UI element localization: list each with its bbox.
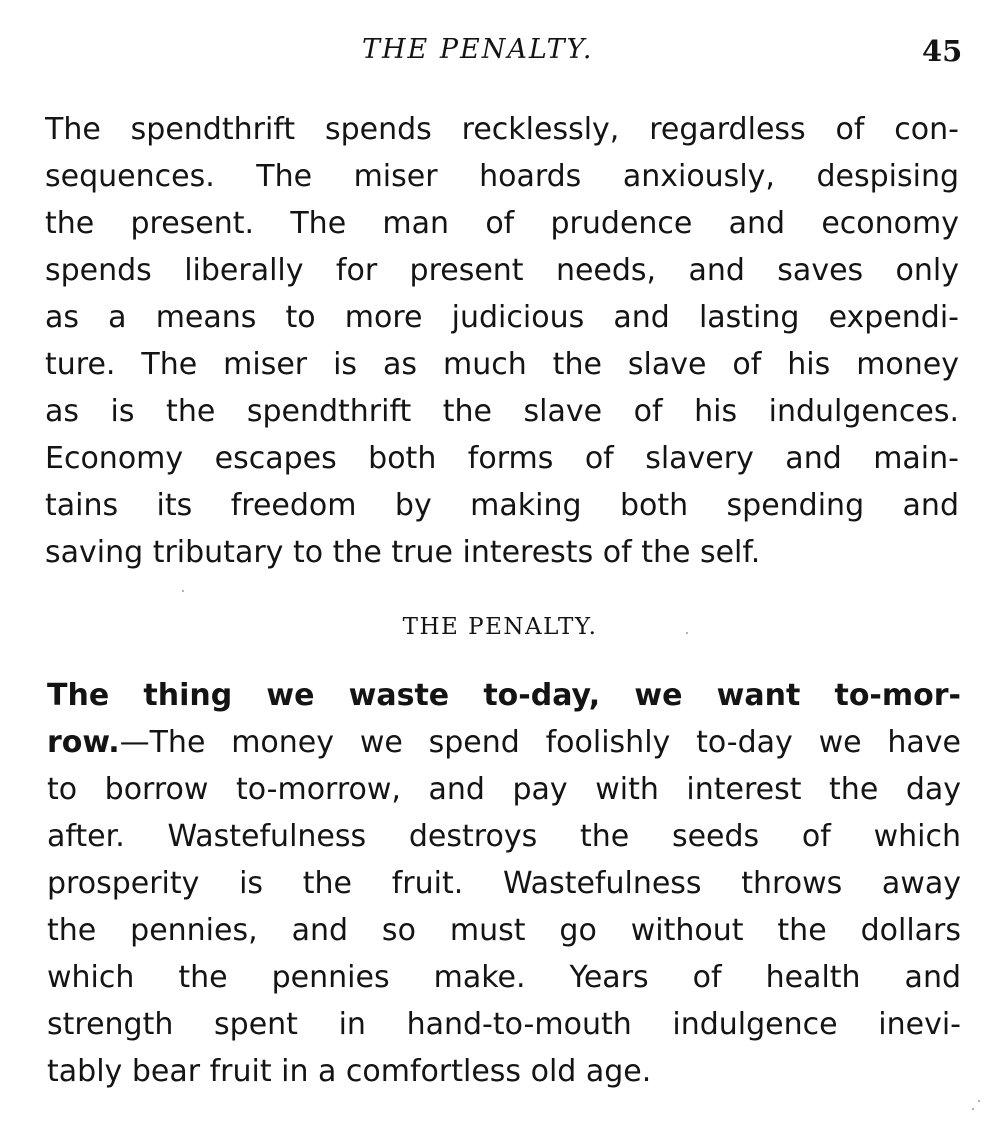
text-line: The spendthrift spends recklessly, regardless of con- — [45, 112, 959, 147]
text-line: the pennies, and so must go without the dollars — [47, 913, 961, 948]
text-line: ture. The miser is as much the slave of his money — [45, 347, 959, 382]
paper-speck — [978, 1100, 980, 1102]
text-line: spends liberally for present needs, and saves only — [45, 253, 959, 288]
paper-speck — [972, 1108, 974, 1110]
paper-speck — [182, 590, 184, 592]
text-line: as a means to more judicious and lasting expendi- — [45, 300, 959, 335]
page-number: 45 — [922, 34, 963, 68]
text-line: after. Wastefulness destroys the seeds of which — [47, 819, 961, 854]
text-line: which the pennies make. Years of health and — [47, 960, 961, 995]
text-line: prosperity is the fruit. Wastefulness throws away — [47, 866, 961, 901]
text-line: tains its freedom by making both spending and — [45, 488, 959, 523]
text-line: the present. The man of prudence and economy — [45, 206, 959, 241]
lead-in-ending: row. — [47, 725, 120, 760]
running-head — [0, 34, 1000, 74]
section-heading: THE PENALTY. — [402, 614, 598, 640]
text-line: to borrow to-morrow, and pay with interest the day — [47, 772, 961, 807]
lead-in-line: The thing we waste to-day, we want to-mor- — [47, 678, 961, 713]
paper-speck — [686, 632, 688, 634]
text-line: sequences. The miser hoards anxiously, despising — [45, 159, 959, 194]
text-line — [47, 719, 961, 766]
text-line: Economy escapes both forms of slavery and main- — [45, 441, 959, 476]
text-line-continuation: —The money we spend foolishly to-day we have — [119, 725, 961, 760]
text-line: strength spent in hand-to-mouth indulgence inevi- — [47, 1007, 961, 1042]
text-line: saving tributary to the true interests of the self. — [45, 535, 761, 570]
running-head-title: THE PENALTY. — [362, 34, 594, 65]
text-line: as is the spendthrift the slave of his indulgences. — [45, 394, 959, 429]
paragraph-spendthrift — [45, 106, 959, 576]
paragraph-penalty — [47, 672, 961, 1095]
text-line: tably bear fruit in a comfortless old age. — [47, 1054, 652, 1089]
